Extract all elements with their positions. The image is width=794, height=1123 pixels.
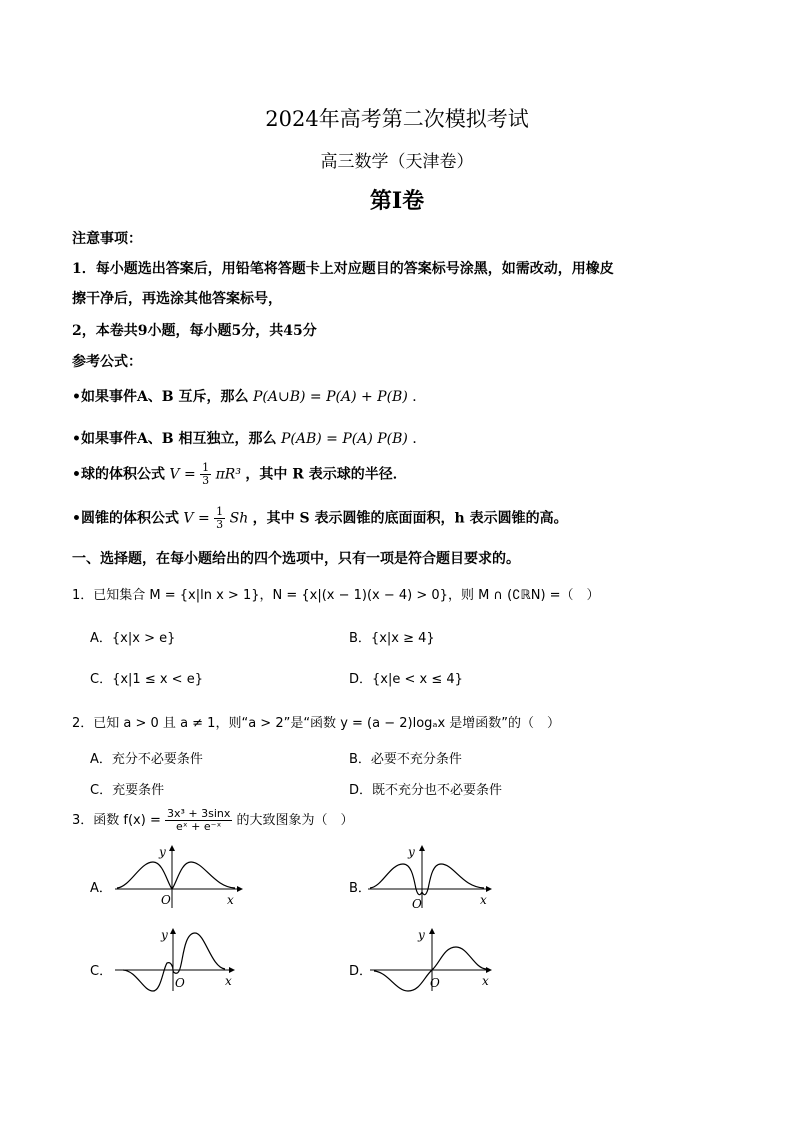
question-1-option-d: D．{x|e < x ≤ 4} <box>349 672 463 687</box>
y-axis-arrow <box>419 845 425 851</box>
graph-option-a <box>115 842 245 912</box>
fraction-one-third: $\frac{1}{3}$ <box>202 461 210 487</box>
origin-label: O <box>161 893 171 907</box>
section-1-heading: 一、选择题，在每小题给出的四个选项中，只有一项是符合题目要求的。 <box>72 551 520 567</box>
volume-title: 第I卷 <box>369 188 425 214</box>
formula-cone-volume: •圆锥的体积公式 V = $\frac{1}{3}$ Sh ，其中 S 表示圆锥的底面面积，h 表示圆锥的高。 <box>72 505 568 531</box>
question-2-option-a: A．充分不必要条件 <box>90 752 203 767</box>
y-axis-arrow <box>169 845 175 851</box>
y-axis-arrow <box>170 928 176 934</box>
notes-item-2: 2，本卷共9小题，每小题5分，共45分 <box>72 323 317 339</box>
y-label: y <box>159 845 166 859</box>
x-label: x <box>480 893 487 907</box>
graph-option-c <box>115 925 245 995</box>
formula-sphere-volume: •球的体积公式 V = $\frac{1}{3}$ πR³ ，其中 R 表示球的半径． <box>72 461 407 487</box>
y-label: y <box>418 928 425 942</box>
y-label: y <box>161 928 168 942</box>
x-axis-arrow <box>237 886 243 892</box>
x-axis-arrow <box>486 886 492 892</box>
question-1-stem: 1．已知集合 M = {x|ln x > 1}，N = {x|(x − 1)(x − 4) > 0}，则 M ∩ (∁ℝN) =（ ） <box>72 588 600 603</box>
question-2-stem: 2．已知 a > 0 且 a ≠ 1，则“a > 2”是“函数 y = (a − 2)logₐx 是增函数”的（ ） <box>72 716 561 731</box>
formula-independent: •如果事件A、B 相互独立，那么 P(AB) = P(A) P(B) ． <box>72 431 427 447</box>
question-3-option-c: C． <box>90 964 113 979</box>
fraction-one-third: $\frac{1}{3}$ <box>216 505 224 531</box>
origin-label: O <box>175 976 185 990</box>
notes-item-1a: 1．每小题选出答案后，用铅笔将答题卡上对应题目的答案标号涂黑，如需改动，用橡皮 <box>72 261 614 277</box>
origin-label: O <box>430 976 440 990</box>
question-1-option-c: C．{x|1 ≤ x < e} <box>90 672 203 687</box>
curve <box>370 864 484 895</box>
question-2-option-d: D．既不充分也不必要条件 <box>349 783 503 798</box>
question-3-option-d: D． <box>349 964 373 979</box>
curve <box>117 862 235 889</box>
graph-option-d <box>370 925 500 995</box>
exam-subtitle: 高三数学（天津卷） <box>320 152 474 172</box>
graph-option-b <box>368 842 498 912</box>
notes-heading: 注意事项： <box>72 231 142 247</box>
question-3-option-b: B． <box>349 881 371 896</box>
question-2-option-b: B．必要不充分条件 <box>349 752 462 767</box>
x-label: x <box>482 974 489 988</box>
curve <box>123 933 225 991</box>
question-1-option-b: B．{x|x ≥ 4} <box>349 631 435 646</box>
question-1-option-a: A．{x|x > e} <box>90 631 176 646</box>
formula-mutually-exclusive: •如果事件A、B 互斥，那么 P(A∪B) = P(A) + P(B) ． <box>72 389 427 405</box>
question-3-stem: 3．函数 f(x) = $\frac{\text{3x³ + 3sinx}}{\text{eˣ + e⁻ˣ}}$ 的大致图象为（ ） <box>72 807 354 833</box>
x-axis-arrow <box>486 967 492 973</box>
origin-label: O <box>412 897 422 911</box>
formulas-heading: 参考公式： <box>72 354 142 370</box>
function-fraction: $\frac{\text{3x³ + 3sinx}}{\text{eˣ + e⁻ˣ}}$ <box>166 807 231 833</box>
notes-item-1b: 擦干净后，再选涂其他答案标号， <box>72 291 282 307</box>
question-2-option-c: C．充要条件 <box>90 783 165 798</box>
y-axis-arrow <box>429 928 435 934</box>
question-3-option-a: A． <box>90 881 112 896</box>
x-label: x <box>227 893 234 907</box>
x-label: x <box>225 974 232 988</box>
exam-title: 2024年高考第二次模拟考试 <box>265 107 529 131</box>
x-axis-arrow <box>229 967 235 973</box>
y-label: y <box>408 845 415 859</box>
